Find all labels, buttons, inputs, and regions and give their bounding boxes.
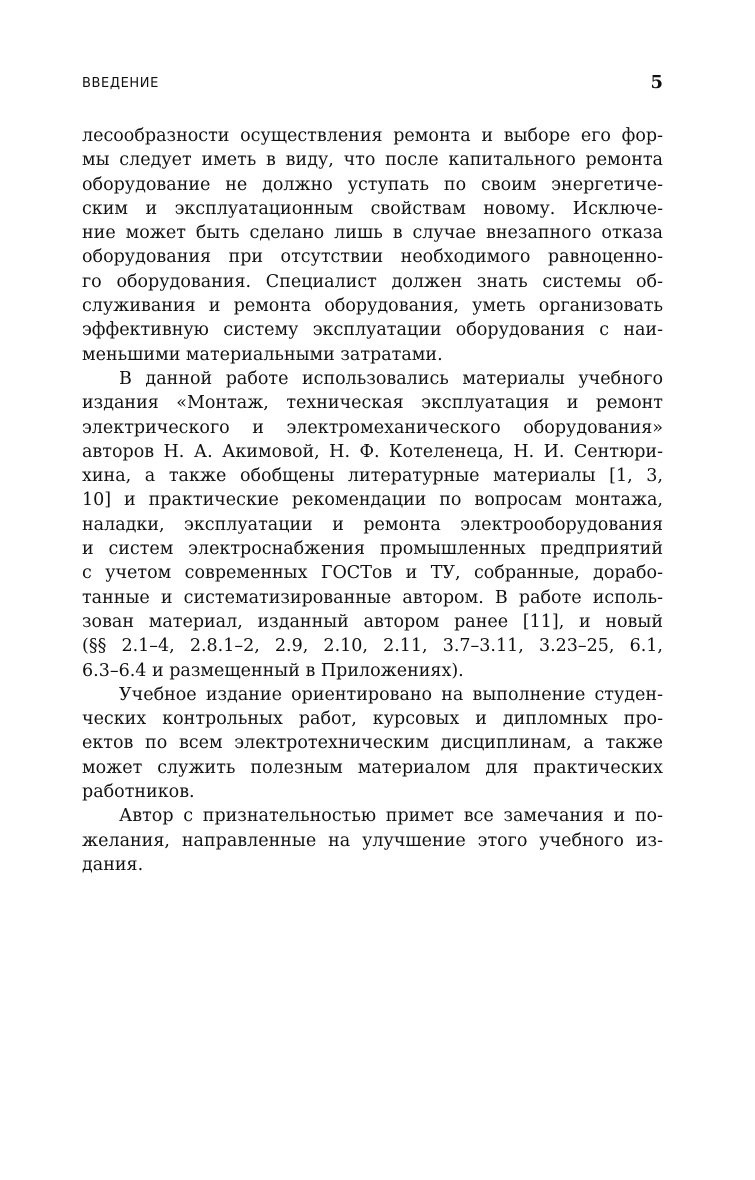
paragraph-2 [82,367,663,683]
text-line: мы следует иметь в виду, что после капитального ремонта [82,150,663,171]
text-line: служивания и ремонта оборудования, уметь организовать [82,296,663,317]
text-line: желания, направленные на улучшение этого учебного из- [82,830,663,851]
text-line: танные и систематизированные автором. В работе исполь- [82,587,663,608]
paragraph-3 [82,683,663,804]
text-line: хина, а также обобщены литературные материалы [1, 3, [82,466,663,487]
text-line: меньшими материальными затратами. [82,344,443,365]
text-line: лесообразности осуществления ремонта и выборе его фор- [82,126,663,146]
text-line: ческих контрольных работ, курсовых и дипломных про- [82,709,663,730]
text-line: оборудование не должно уступать по своим энергетиче- [82,174,663,195]
text-line: зован материал, изданный автором ранее [11], и новый [82,611,663,632]
text-line: ние может быть сделано лишь в случае внезапного отказа [82,223,663,244]
text-line: наладки, эксплуатации и ремонта электрооборудования [82,514,663,535]
text-line: и систем электроснабжения промышленных предприятий [82,539,663,560]
text-line: го оборудования. Специалист должен знать системы об- [82,271,663,292]
text-line: 6.3–6.4 и размещенный в Приложениях). [82,660,464,681]
paragraph-1 [82,124,663,367]
text-line: авторов Н. А. Акимовой, Н. Ф. Котеленеца, Н. И. Сентюри- [82,441,663,462]
text-line: электрического и электромеханического оборудования» [82,417,663,438]
text-line: (§§ 2.1–4, 2.8.1–2, 2.9, 2.10, 2.11, 3.7–3.11, 3.23–25, 6.1, [82,636,663,657]
text-line: Учебное издание ориентировано на выполнение студен- [119,684,663,705]
text-line: В данной работе использовались материалы учебного [119,368,663,389]
page-number: 5 [650,72,663,93]
text-line: Автор с признательностью примет все замечания и по- [119,806,663,827]
text-line: 10] и практические рекомендации по вопросам монтажа, [82,490,663,511]
page-header [82,72,663,98]
running-title: ВВЕДЕНИЕ [82,76,159,91]
text-line: ектов по всем электротехническим дисциплинам, а также [82,733,663,754]
text-line: ским и эксплуатационным свойствам новому. Исключе- [82,198,663,219]
text-line: оборудования при отсутствии необходимого равноценно- [82,247,663,268]
text-line: работников. [82,782,195,803]
text-line: издания «Монтаж, техническая эксплуатация и ремонт [82,393,663,414]
paragraph-4 [82,804,663,877]
text-line: может служить полезным материалом для практических [82,757,663,778]
text-line: дания. [82,854,144,875]
text-line: с учетом современных ГОСТов и ТУ, собранные, дорабо- [82,563,663,584]
text-line: эффективную систему эксплуатации оборудования с наи- [82,320,663,341]
body-text [82,124,663,877]
